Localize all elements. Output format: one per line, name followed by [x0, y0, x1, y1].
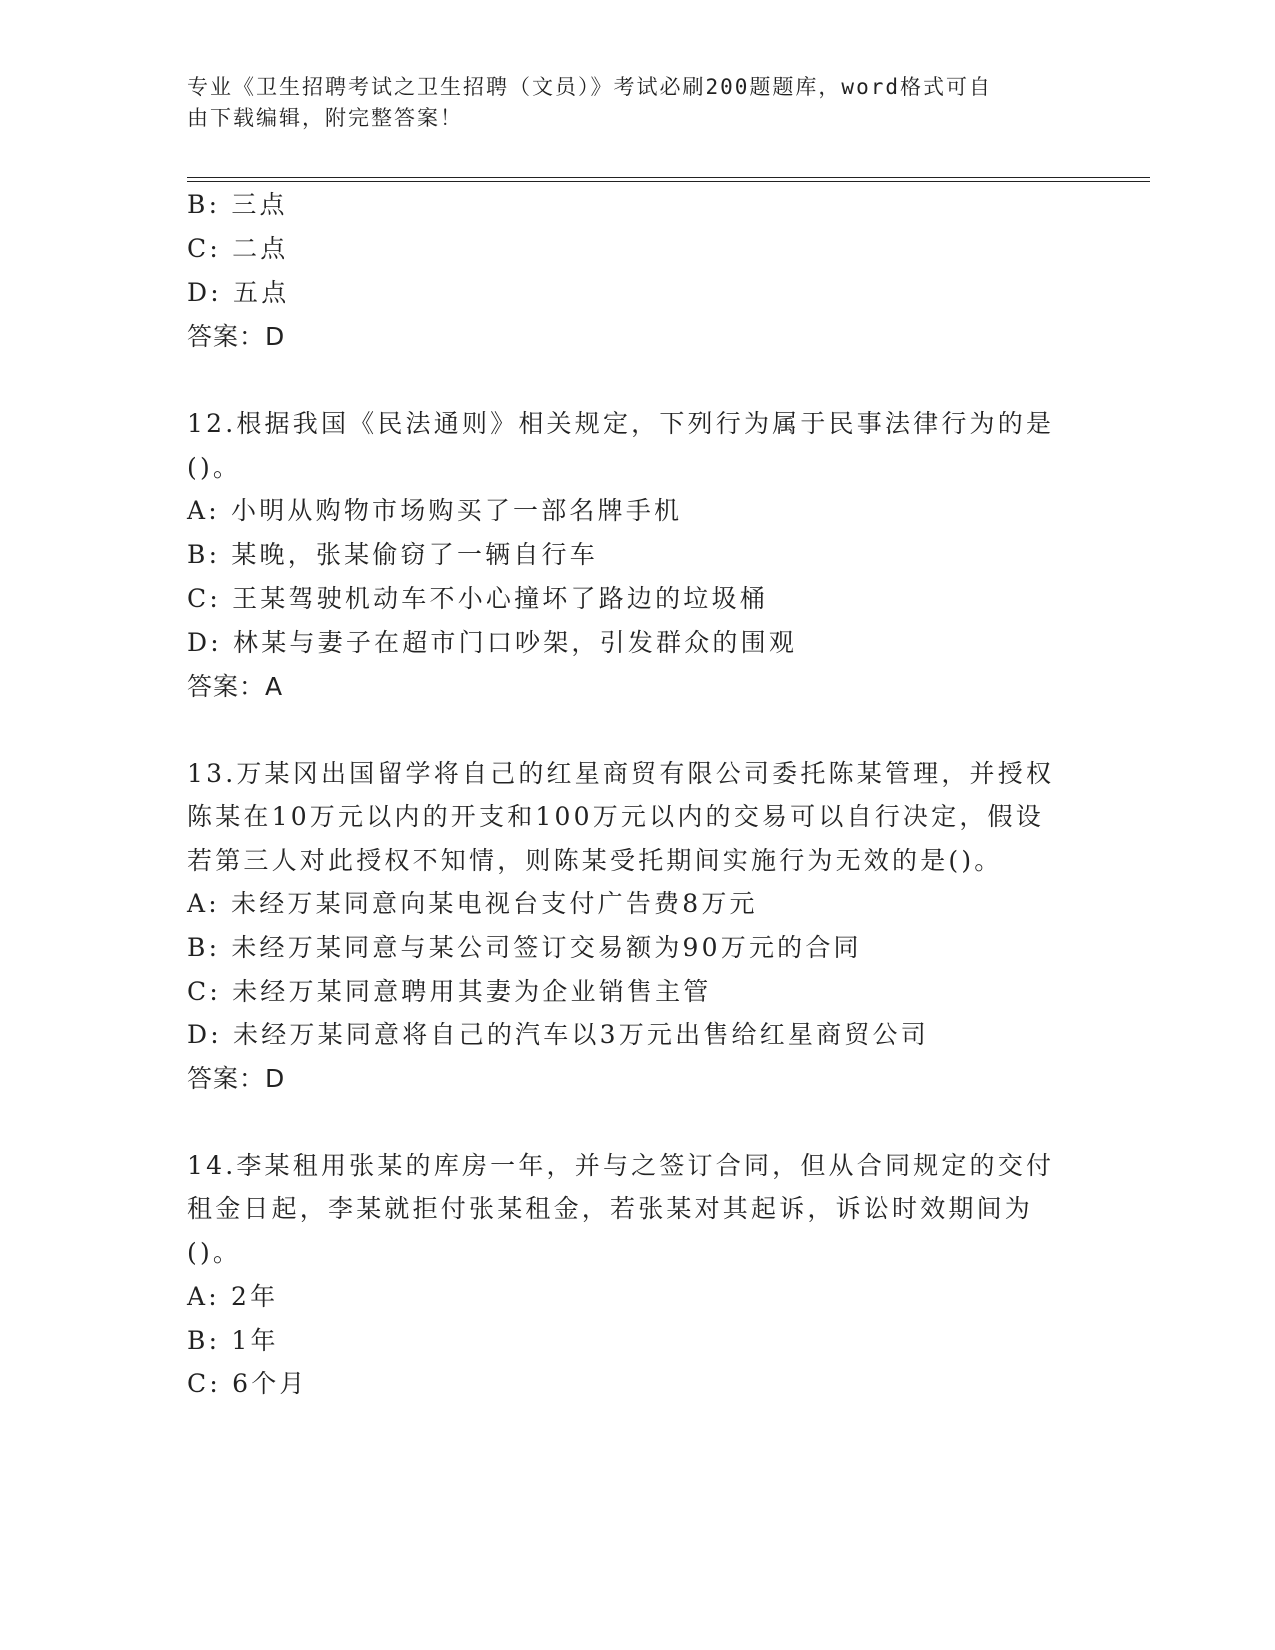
q12-option-c: C: 王某驾驶机动车不小心撞坏了路边的垃圾桶	[187, 584, 768, 613]
q14-option-c: C: 6个月	[187, 1369, 308, 1398]
q13-stem-line-1: 13.万某冈出国留学将自己的红星商贸有限公司委托陈某管理，并授权	[187, 759, 1055, 788]
q11-option-d: D: 五点	[187, 278, 290, 307]
q13-answer: 答案：D	[187, 1064, 286, 1093]
q11-option-b: B: 三点	[187, 190, 288, 219]
q12-answer: 答案：A	[187, 672, 284, 701]
q14-stem-line-3: ()。	[187, 1238, 242, 1267]
document-header	[187, 72, 1067, 134]
q12-stem-line-1: 12.根据我国《民法通则》相关规定，下列行为属于民事法律行为的是	[187, 409, 1055, 438]
q12-option-b: B: 某晚，张某偷窃了一辆自行车	[187, 540, 598, 569]
q13-option-c: C: 未经万某同意聘用其妻为企业销售主管	[187, 977, 712, 1006]
header-divider-top	[187, 177, 1150, 178]
q14-option-b: B: 1年	[187, 1326, 279, 1355]
q12-option-d: D: 林某与妻子在超市门口吵架，引发群众的围观	[187, 628, 798, 657]
header-title-line-2: 由下载编辑，附完整答案！	[187, 106, 463, 130]
q13-option-a: A: 未经万某同意向某电视台支付广告费8万元	[187, 889, 758, 918]
q14-stem-line-1: 14.李某租用张某的库房一年，并与之签订合同，但从合同规定的交付	[187, 1151, 1055, 1180]
header-divider-bottom	[187, 181, 1150, 182]
q12-stem-line-2: ()。	[187, 453, 242, 482]
q11-answer: 答案：D	[187, 322, 286, 351]
q14-stem-line-2: 租金日起，李某就拒付张某租金，若张某对其起诉，诉讼时效期间为	[187, 1194, 1034, 1223]
q13-option-d: D: 未经万某同意将自己的汽车以3万元出售给红星商贸公司	[187, 1020, 929, 1049]
q13-option-b: B: 未经万某同意与某公司签订交易额为90万元的合同	[187, 933, 862, 962]
header-title-line-1: 专业《卫生招聘考试之卫生招聘（文员）》考试必刷200题题库，word格式可自	[187, 75, 992, 99]
q12-option-a: A: 小明从购物市场购买了一部名牌手机	[187, 496, 683, 525]
q14-option-a: A: 2年	[187, 1282, 279, 1311]
q13-stem-line-3: 若第三人对此授权不知情，则陈某受托期间实施行为无效的是()。	[187, 846, 1003, 875]
q11-option-c: C: 二点	[187, 234, 289, 263]
q13-stem-line-2: 陈某在10万元以内的开支和100万元以内的交易可以自行决定，假设	[187, 802, 1044, 831]
